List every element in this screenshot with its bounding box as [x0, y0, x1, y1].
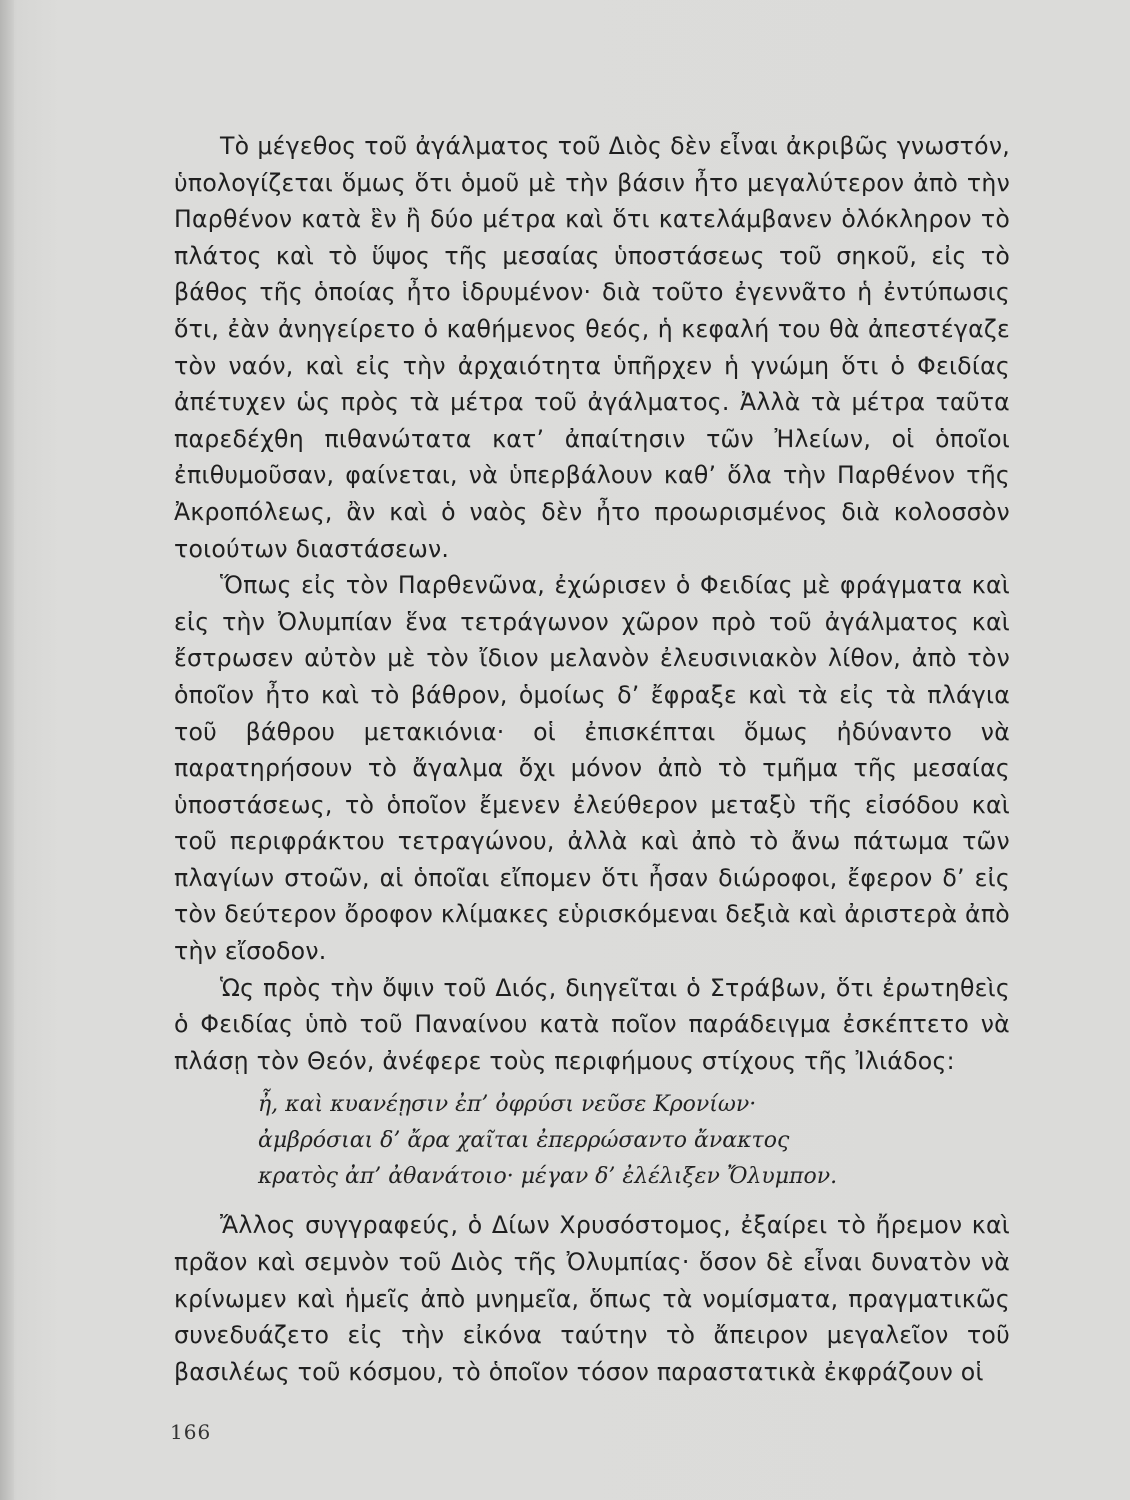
- paragraph-statue-size: Τὸ μέγεθος τοῦ ἀγάλματος τοῦ Διὸς δὲν εἶναι ἀκριβῶς γνωστόν, ὑπολογίζεται ὅμως ὅτι ὁμοῦ μὲ τὴν βάσιν ἦτο μεγαλύτερον ἀπὸ τὴν Παρθένον κατὰ ἓν ἢ δύο μέτρα καὶ ὅτι κατελάμβανεν ὁλόκληρον τὸ πλάτος καὶ τὸ ὕψος τῆς μεσαίας ὑποστάσεως τοῦ σηκοῦ, εἰς τὸ βάθος τῆς ὁποίας ἦτο ἱδρυμένον· διὰ τοῦτο ἐγεννᾶτο ἡ ἐντύπωσις ὅτι, ἐὰν ἀνηγείρετο ὁ καθήμενος θεός, ἡ κεφαλή του θὰ ἀπεστέγαζε τὸν ναόν, καὶ εἰς τὴν ἀρχαιότητα ὑπῆρχεν ἡ γνώμη ὅτι ὁ Φειδίας ἀπέτυχεν ὡς πρὸς τὰ μέτρα τοῦ ἀγάλματος. Ἀλλὰ τὰ μέτρα ταῦτα παρεδέχθη πιθανώτατα κατ’ ἀπαίτησιν τῶν Ἠλείων, οἱ ὁποῖοι ἐπιθυμοῦσαν, φαίνεται, νὰ ὑπερβάλουν καθ’ ὅλα τὴν Παρθένον τῆς Ἀκροπόλεως, ἂν καὶ ὁ ναὸς δὲν ἦτο προωρισμένος διὰ κολοσσὸν τοιούτων διαστάσεων.: [174, 132, 1010, 563]
- paragraph-strabo: Ὡς πρὸς τὴν ὄψιν τοῦ Διός, διηγεῖται ὁ Στράβων, ὅτι ἐρωτηθεὶς ὁ Φειδίας ὑπὸ τοῦ Παναίνου κατὰ ποῖον παράδειγμα ἐσκέπτετο νὰ πλάσῃ τὸν Θεόν, ἀνέφερε τοὺς περιφήμους στίχους τῆς Ἰλιάδος:: [174, 973, 1010, 1075]
- binding-edge: [0, 0, 14, 1500]
- verse-line-3: κρατὸς ἀπ’ ἀθανάτοιο· μέγαν δ’ ἐλέλιξεν Ὄλυμπον.: [258, 1164, 838, 1190]
- page-number: 166: [170, 1420, 212, 1444]
- iliad-quotation: [258, 1087, 1010, 1195]
- text-block: [174, 128, 1010, 1390]
- verse-line-1: ἦ, καὶ κυανέῃσιν ἐπ’ ὀφρύσι νεῦσε Κρονίων·: [258, 1092, 757, 1118]
- verse-line-2: ἀμβρόσιαι δ’ ἄρα χαῖται ἐπερρώσαντο ἄνακτος: [258, 1128, 790, 1154]
- paragraph-dio-chrysostom: Ἄλλος συγγραφεύς, ὁ Δίων Χρυσόστομος, ἐξαίρει τὸ ἤρεμον καὶ πρᾶον καὶ σεμνὸν τοῦ Διὸς τῆς Ὀλυμπίας· ὅσον δὲ εἶναι δυνατὸν νὰ κρίνωμεν καὶ ἡμεῖς ἀπὸ μνημεῖα, ὅπως τὰ νομίσματα, πραγματικῶς συνεδυάζετο εἰς τὴν εἰκόνα ταύτην τὸ ἄπειρον μεγαλεῖον τοῦ βασιλέως τοῦ κόσμου, τὸ ὁποῖον τόσον παραστατικὰ ἐκφράζουν οἱ: [174, 1211, 1010, 1386]
- paragraph-enclosure: Ὅπως εἰς τὸν Παρθενῶνα, ἐχώρισεν ὁ Φειδίας μὲ φράγματα καὶ εἰς τὴν Ὀλυμπίαν ἕνα τετράγωνον χῶρον πρὸ τοῦ ἀγάλματος καὶ ἔστρωσεν αὐτὸν μὲ τὸν ἴδιον μελανὸν ἐλευσινιακὸν λίθον, ἀπὸ τὸν ὁποῖον ἦτο καὶ τὸ βάθρον, ὁμοίως δ’ ἔφραξε καὶ τὰ εἰς τὰ πλάγια τοῦ βάθρου μετακιόνια· οἱ ἐπισκέπται ὅμως ἠδύναντο νὰ παρατηρήσουν τὸ ἄγαλμα ὄχι μόνον ἀπὸ τὸ τμῆμα τῆς μεσαίας ὑποστάσεως, τὸ ὁποῖον ἔμενεν ἐλεύθερον μεταξὺ τῆς εἰσόδου καὶ τοῦ περιφράκτου τετραγώνου, ἀλλὰ καὶ ἀπὸ τὸ ἄνω πάτωμα τῶν πλαγίων στοῶν, αἱ ὁποῖαι εἴπομεν ὅτι ἦσαν διώροφοι, ἔφερον δ’ εἰς τὸν δεύτερον ὄροφον κλίμακες εὑρισκόμεναι δεξιὰ καὶ ἀριστερὰ ἀπὸ τὴν εἴσοδον.: [174, 571, 1010, 966]
